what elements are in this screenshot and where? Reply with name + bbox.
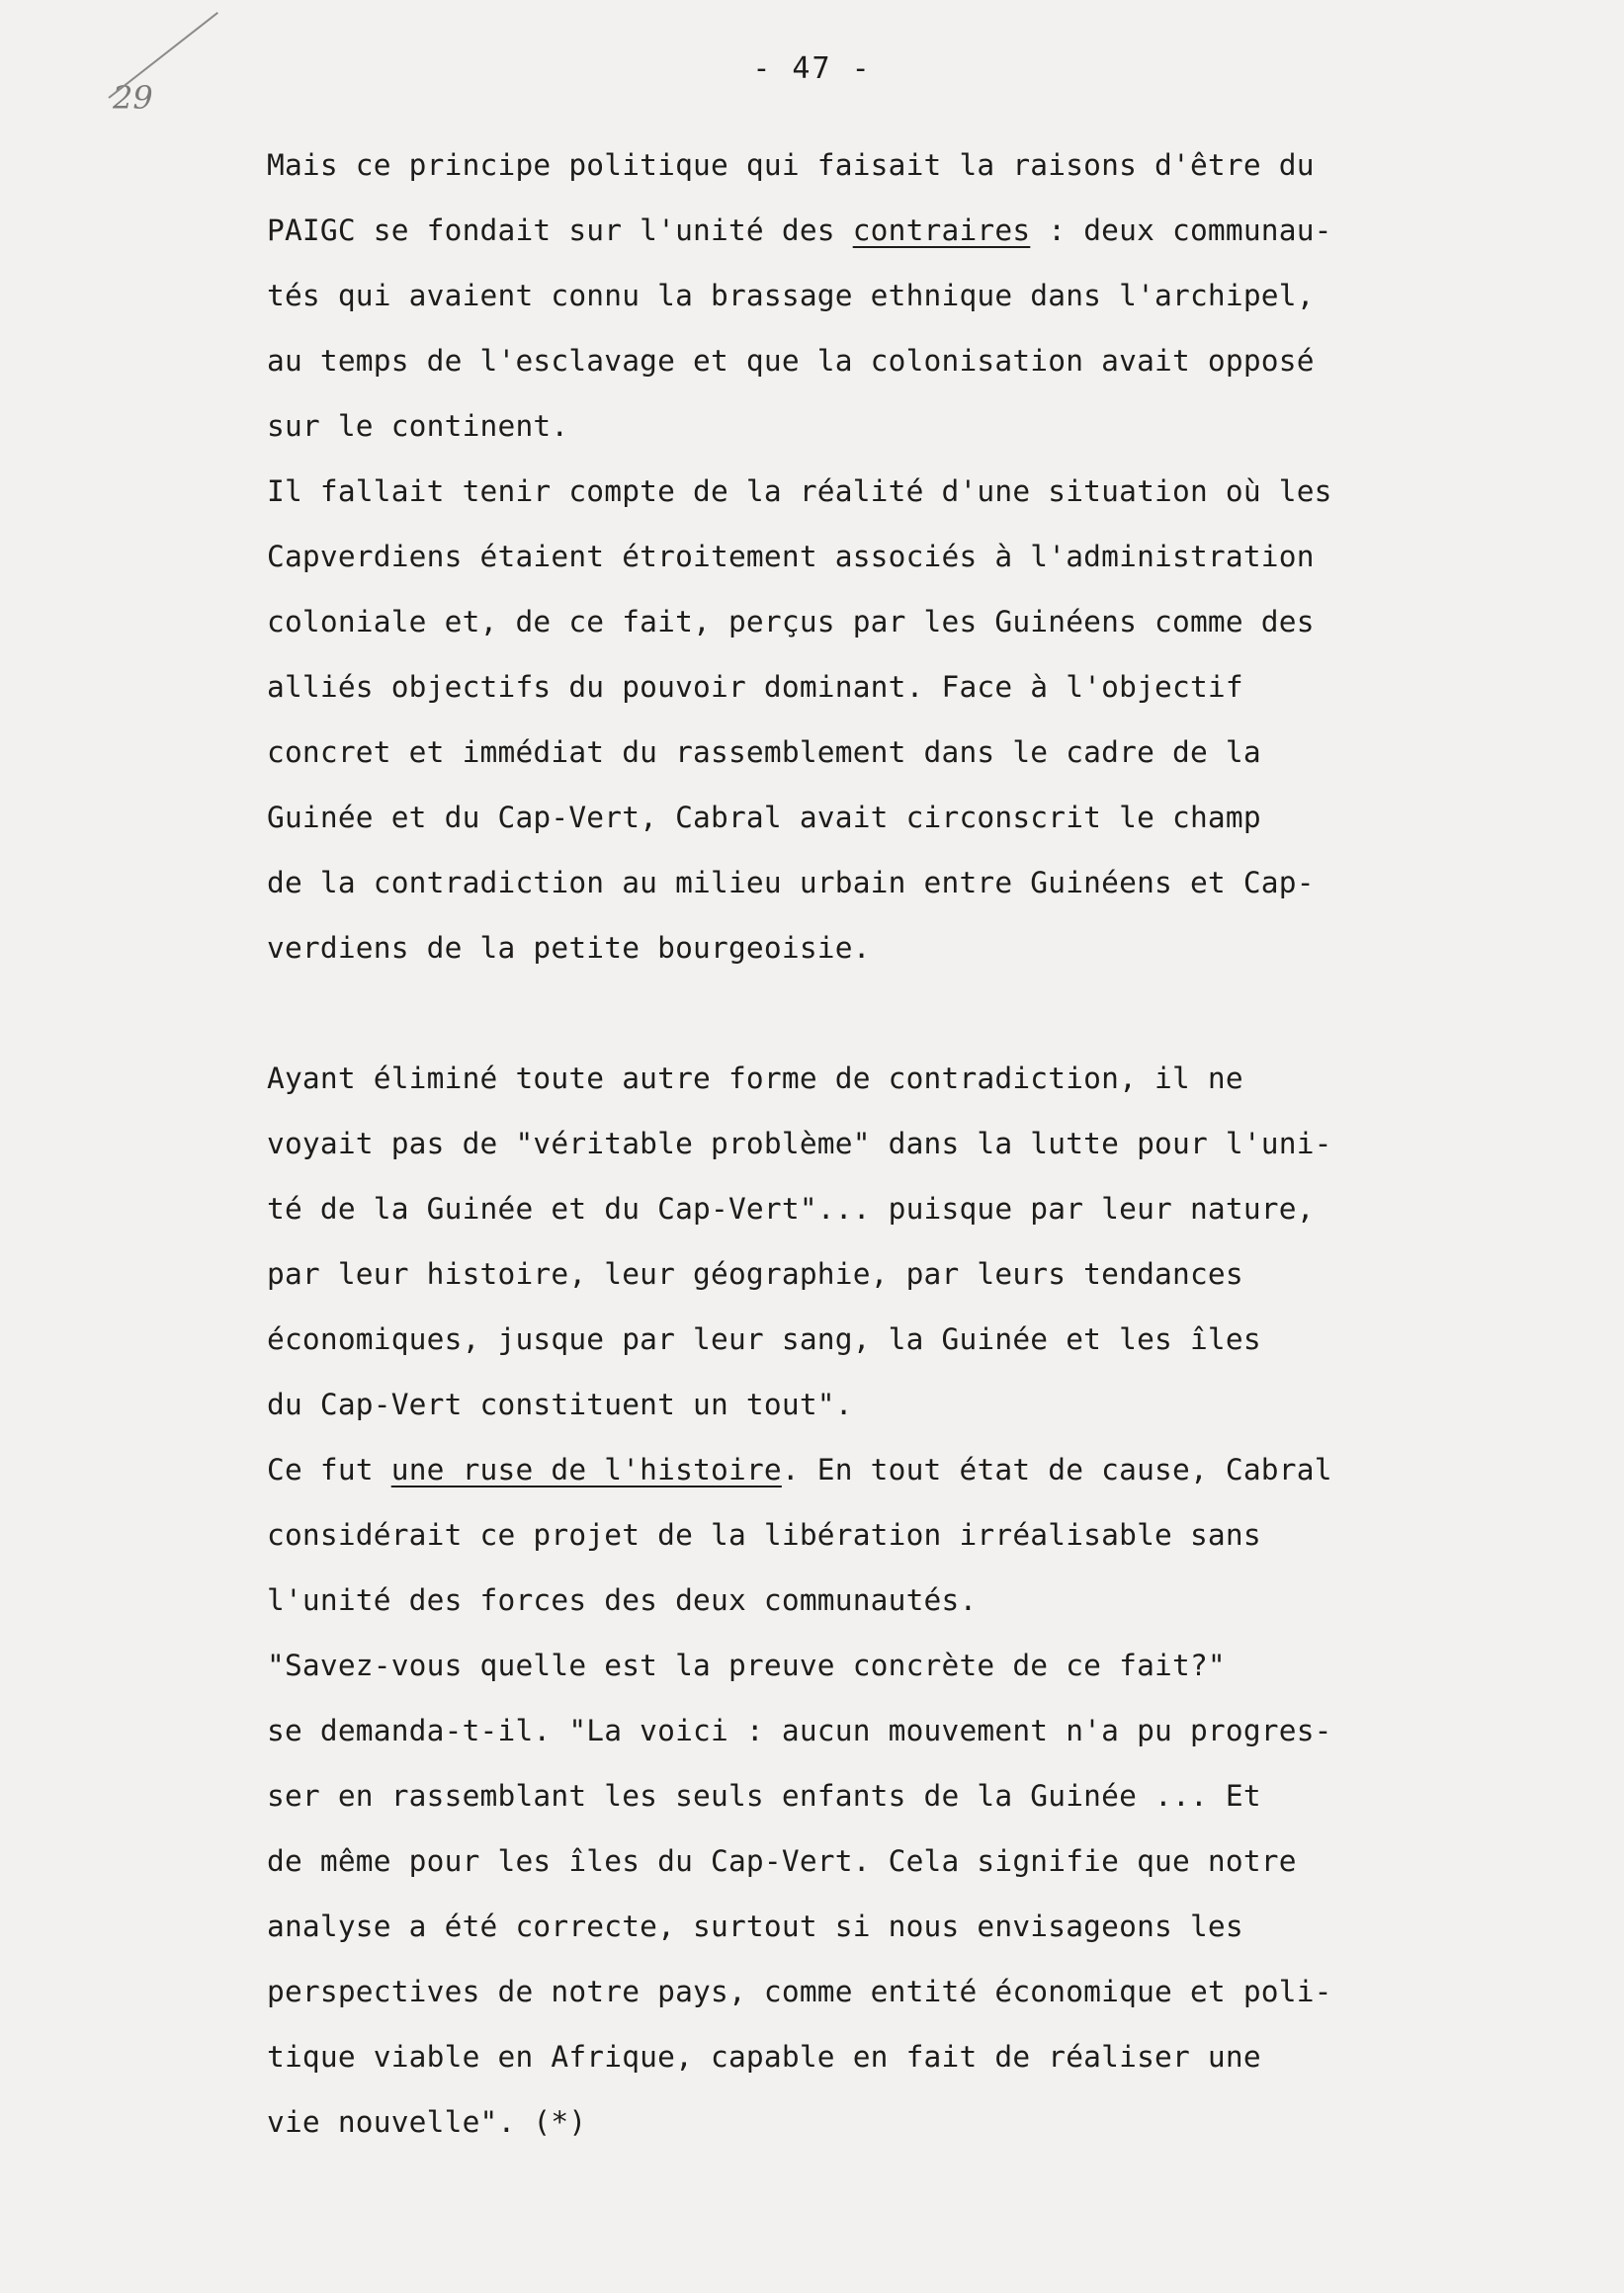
text-segment: tés qui avaient connu la brassage ethnique dans l'archipel, [267,279,1315,312]
page-number: - 47 - [752,51,872,86]
text-segment: Il fallait tenir compte de la réalité d'une situation où les [267,474,1332,508]
text-segment: ser en rassemblant les seuls enfants de la Guinée ... Et [267,1779,1261,1813]
text-line [267,1307,1562,1372]
text-line [267,1176,1562,1241]
text-segment: par leur histoire, leur géographie, par leurs tendances [267,1257,1243,1291]
text-segment: Mais ce principe politique qui faisait la raisons d'être du [267,148,1315,182]
text-segment: alliés objectifs du pouvoir dominant. Face à l'objectif [267,670,1243,704]
text-segment: économiques, jusque par leur sang, la Guinée et les îles [267,1322,1261,1356]
text-line [267,328,1562,393]
text-line [267,1437,1562,1502]
text-segment: PAIGC se fondait sur l'unité des [267,213,853,247]
text-segment: "Savez-vous quelle est la preuve concrète de ce fait?" [267,1649,1226,1682]
text-line [267,850,1562,915]
text-segment: considérait ce projet de la libération irréalisable sans [267,1518,1261,1552]
text-line [267,1959,1562,2024]
text-segment: de la contradiction au milieu urbain entre Guinéens et Cap- [267,866,1315,899]
text-segment: té de la Guinée et du Cap-Vert"... puisque par leur nature, [267,1192,1315,1226]
text-line [267,589,1562,654]
text-line [267,1502,1562,1568]
text-segment: Guinée et du Cap-Vert, Cabral avait circonscrit le champ [267,801,1261,834]
text-segment: de même pour les îles du Cap-Vert. Cela signifie que notre [267,1844,1297,1878]
text-segment: : deux communau- [1030,213,1332,247]
text-line [267,263,1562,328]
text-segment: du Cap-Vert constituent un tout". [267,1388,853,1421]
text-line [267,132,1562,198]
text-line [267,1894,1562,1959]
text-line [267,720,1562,785]
text-line [267,1372,1562,1437]
text-line [267,654,1562,720]
text-segment: l'unité des forces des deux communautés. [267,1583,978,1617]
text-line [267,1568,1562,1633]
text-segment: Ayant éliminé toute autre forme de contradiction, il ne [267,1062,1243,1095]
text-segment: tique viable en Afrique, capable en fait de réaliser une [267,2040,1261,2074]
underlined-text: une ruse de l'histoire [390,1453,782,1486]
text-segment: coloniale et, de ce fait, perçus par les Guinéens comme des [267,605,1315,638]
text-line [267,198,1562,263]
text-line [267,1241,1562,1307]
text-line [267,1763,1562,1828]
body-text [267,132,1562,2155]
text-line [267,1046,1562,1111]
text-segment: voyait pas de "véritable problème" dans la lutte pour l'uni- [267,1127,1332,1160]
text-line [267,459,1562,524]
text-line [267,1828,1562,1894]
text-line [267,1111,1562,1176]
text-segment: concret et immédiat du rassemblement dans le cadre de la [267,735,1261,769]
text-segment: au temps de l'esclavage et que la colonisation avait opposé [267,344,1315,378]
text-segment: sur le continent. [267,409,569,443]
text-segment: analyse a été correcte, surtout si nous envisageons les [267,1910,1243,1943]
underlined-text: contraires [852,213,1031,247]
text-segment: . En tout état de cause, Cabral [781,1453,1332,1486]
text-line [267,2089,1562,2155]
text-segment: perspectives de notre pays, comme entité économique et poli- [267,1975,1332,2008]
text-line [267,1698,1562,1763]
text-line [267,915,1562,980]
text-segment: se demanda-t-il. "La voici : aucun mouvement n'a pu progres- [267,1714,1332,1747]
text-line [267,393,1562,459]
text-line [267,2024,1562,2089]
text-segment: Ce fut [267,1453,391,1486]
text-segment: Capverdiens étaient étroitement associés à l'administration [267,540,1315,573]
text-segment: verdiens de la petite bourgeoisie. [267,931,871,965]
text-line [267,1633,1562,1698]
text-line [267,524,1562,589]
text-line [267,785,1562,850]
margin-note: 29 [113,79,153,117]
paragraph-gap [267,980,1562,1046]
text-segment: vie nouvelle". (*) [267,2105,587,2139]
